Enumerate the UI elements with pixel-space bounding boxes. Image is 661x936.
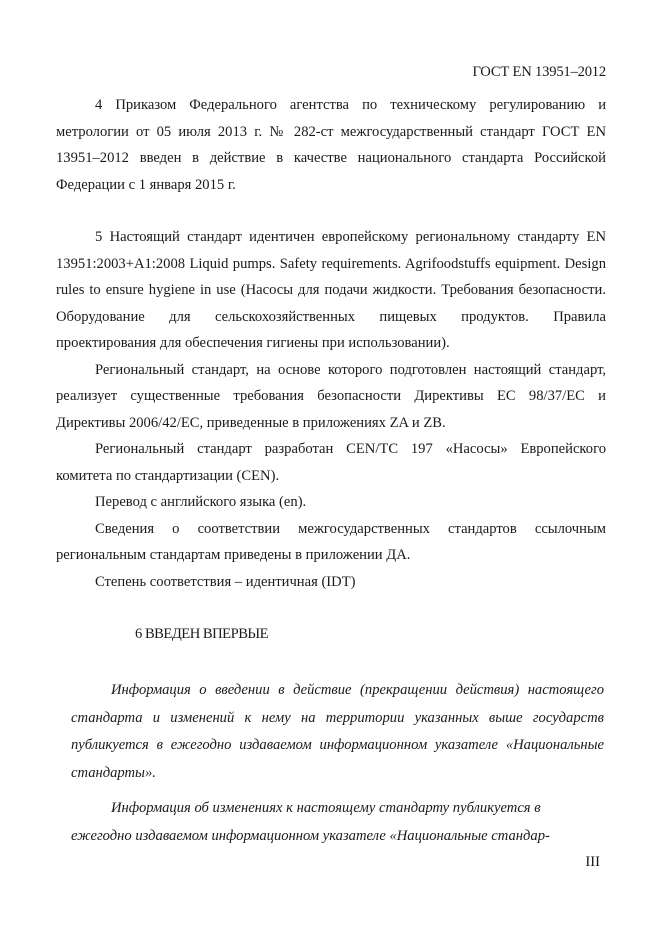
section-6-title: 6 ВВЕДЕН ВПЕРВЫЕ bbox=[135, 626, 269, 642]
notice-paragraph: Информация о введении в действие (прекращении действия) настоящего стандарта и изменений к нему на территории указанных выше государств публикуется в ежегодно издаваемом информационном указателе «Национальные стандарты». bbox=[71, 682, 604, 781]
page-number: III bbox=[585, 854, 600, 870]
standard-header: ГОСТ EN 13951–2012 bbox=[472, 64, 606, 80]
document-body bbox=[56, 92, 606, 648]
information-notice bbox=[71, 677, 604, 858]
paragraph-4: 4 Приказом Федерального агентства по техническому регулированию и метрологии от 05 июля 2013 г. № 282-ст межгосударственный стандарт ГОСТ EN 13951–2012 введен в действие в качестве национального стандарта Российской Федерации с 1 января 2015 г. bbox=[56, 97, 606, 193]
paragraph-5: 5 Настоящий стандарт идентичен европейскому региональному стандарту EN 13951:2003+A1:2008 Liquid pumps. Safety requirements. Agrifoodstuffs equipment. Design rules to ensure hygiene in use (Насосы для подачи жидкости. Требования безопасности. Оборудование для сельскохозяйственных пищевых продуктов. Правила проектирования для обеспечения гигиены при использовании). bbox=[56, 229, 606, 351]
paragraph-gap bbox=[56, 198, 606, 224]
paragraph-translation: Перевод с английского языка (en). bbox=[95, 494, 307, 510]
paragraph-gap bbox=[56, 595, 606, 621]
notice-paragraph: Информация об изменениях к настоящему стандарту публикуется в ежегодно издаваемом информационном указателе «Национальные стандар- bbox=[71, 800, 550, 844]
paragraph-regional-standard: Региональный стандарт, на основе которого подготовлен настоящий стандарт, реализует существенные требования безопасности Директивы ЕС 98/37/ЕС и Директивы 2006/42/ЕС, приведенные в приложениях ZA и ZB. bbox=[56, 361, 606, 431]
paragraph-correspondence: Сведения о соответствии межгосударственных стандартов ссылочным региональным стандартам приведены в приложении ДА. bbox=[56, 520, 606, 563]
paragraph-conformity-degree: Степень соответствия – идентичная (IDT) bbox=[95, 573, 356, 590]
paragraph-developed-by: Региональный стандарт разработан CEN/TC 197 «Насосы» Европейского комитета по стандартизации (CEN). bbox=[56, 441, 606, 484]
